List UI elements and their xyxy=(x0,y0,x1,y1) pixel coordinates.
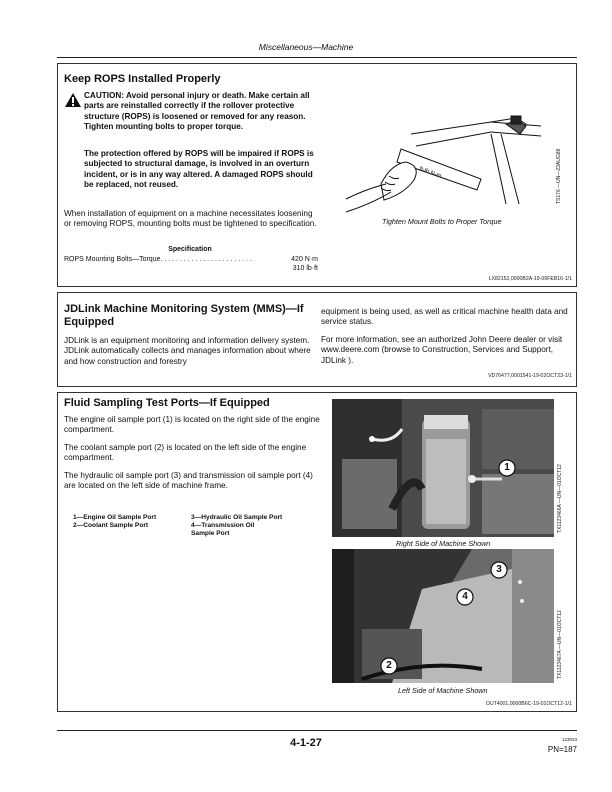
rops-image-id: TS176 —UN—23AUG88 xyxy=(556,148,562,204)
torque-wrench-illustration xyxy=(341,104,551,216)
callout-4-label: 4 xyxy=(462,591,468,602)
jdlink-para-1: JDLink is an equipment monitoring and information delivery system. JDLink automatically collects and manages information about where and how construction and forestry xyxy=(64,336,311,366)
footer-code: 123023 xyxy=(561,737,577,742)
left-side-photo xyxy=(332,549,554,683)
jdlink-title: JDLink Machine Monitoring System (MMS)—If Equipped xyxy=(64,303,304,328)
rops-title: Keep ROPS Installed Properly xyxy=(64,73,221,85)
spec-label: ROPS Mounting Bolts—Torque. . . . . . . . . . . . . . . . . . . . . . . . xyxy=(64,256,252,263)
rops-section xyxy=(57,63,577,287)
right-side-caption: Right Side of Machine Shown xyxy=(396,539,491,548)
legend-item-1: 1—Engine Oil Sample Port xyxy=(73,514,157,521)
rops-ref: LX82152,0000B2A-19-09FEB16-1/1 xyxy=(488,276,572,282)
fluid-para-1: The engine oil sample port (1) is located on the right side of the engine compartment. xyxy=(64,415,320,435)
rops-caution-2: The protection offered by ROPS will be impaired if ROPS is subjected to structural damage, is involved in an overturn incident, or is in any way altered. A damaged ROPS should be replaced, not reused. xyxy=(84,149,314,190)
footer-pn: PN=187 xyxy=(547,745,577,754)
warning-icon xyxy=(64,92,82,108)
spec-value-lbft: 310 lb·ft xyxy=(292,265,318,272)
running-header: Miscellaneous—Machine xyxy=(258,42,354,52)
jdlink-para-2: equipment is being used, as well as critical machine health data and service status. xyxy=(321,307,568,327)
callout-3-label: 3 xyxy=(496,564,502,575)
callout-2-label: 2 xyxy=(386,660,392,671)
jdlink-section xyxy=(57,292,577,387)
left-side-caption: Left Side of Machine Shown xyxy=(398,686,488,695)
rops-caption: Tighten Mount Bolts to Proper Torque xyxy=(382,217,502,226)
rops-caution: CAUTION: Avoid personal injury or death. Make certain all parts are reinstalled correctly if the rollover protective structure (ROPS) is loosened or removed for any reason. Tighten mounting bolts to proper torque. xyxy=(84,91,310,132)
fluid-para-2: The coolant sample port (2) is located on the left side of the engine compartment. xyxy=(64,443,307,463)
spec-value-nm: 420 N·m xyxy=(291,256,318,263)
fluid-ref: OUT4001,0000B6C-19-01OCT12-1/1 xyxy=(485,701,572,707)
fluid-title: Fluid Sampling Test Ports—If Equipped xyxy=(64,397,270,409)
rops-body: When installation of equipment on a machine necessitates loosening or removing ROPS, mounting bolts must be tightened to specification. xyxy=(64,209,317,229)
page-number: 4-1-27 xyxy=(290,737,322,749)
right-side-photo xyxy=(332,399,554,537)
footer-rule xyxy=(57,730,577,731)
svg-text:ft-lb N-m: ft-lb N-m xyxy=(418,166,442,180)
legend-item-2: 2—Coolant Sample Port xyxy=(73,522,149,529)
right-image-id: TX1123466A —UN—01OCT12 xyxy=(557,464,563,533)
jdlink-para-3: For more information, see an authorized John Deere dealer or visit www.deere.com (browse to Construction, Services and Support, JDLink ). xyxy=(321,335,563,365)
fluid-sampling-section xyxy=(57,392,577,712)
fluid-para-3: The hydraulic oil sample port (3) and transmission oil sample port (4) are located on the left side of machine frame. xyxy=(64,471,313,491)
spec-heading: Specification xyxy=(168,246,212,253)
callout-1-label: 1 xyxy=(504,462,510,473)
jdlink-ref: VD76477,0001541-19-02OCT23-1/1 xyxy=(488,373,572,379)
legend-item-3: 3—Hydraulic Oil Sample Port xyxy=(191,514,283,521)
header-rule xyxy=(57,57,577,58)
left-image-id: TX1123467A —UN—01OCT12 xyxy=(557,610,563,679)
legend-item-4: 4—Transmission Oil Sample Port xyxy=(191,522,255,538)
